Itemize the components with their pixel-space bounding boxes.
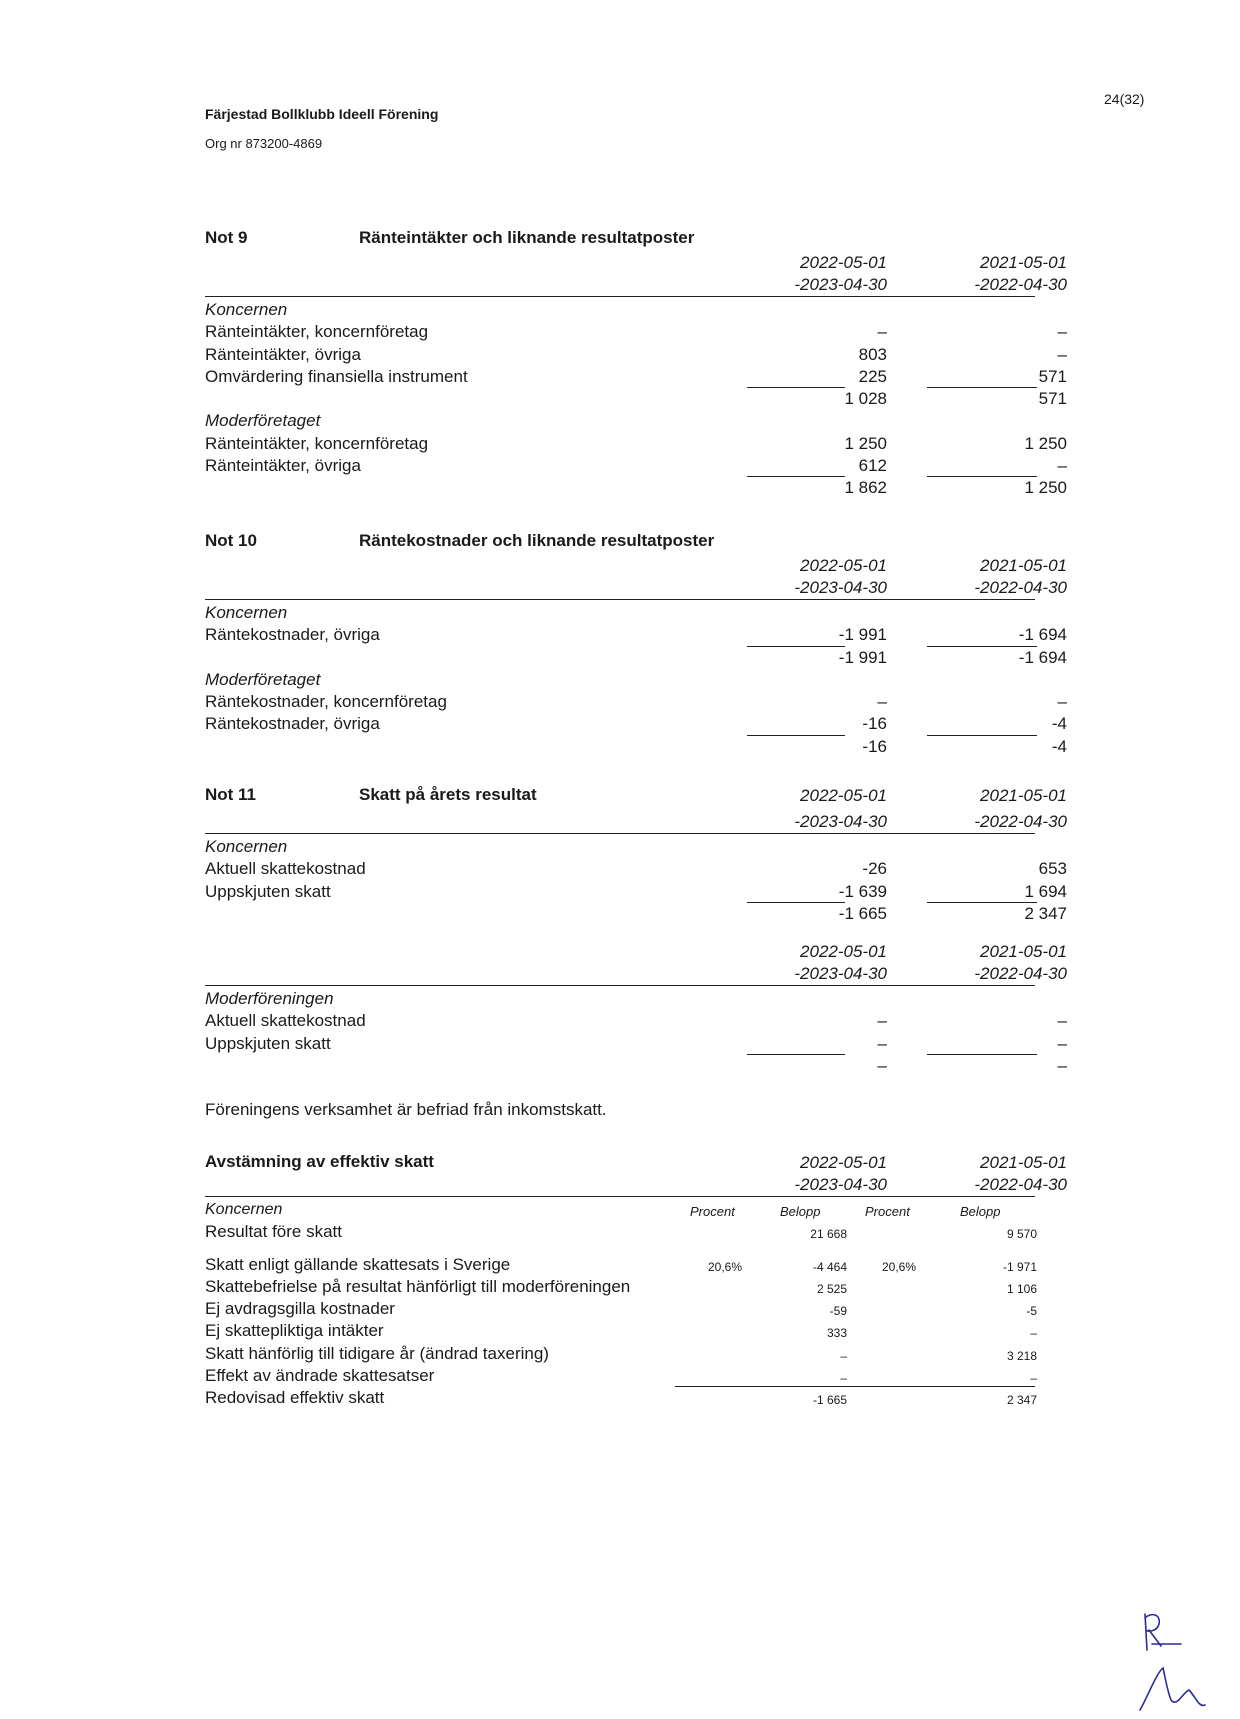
period-current-end: -2023-04-30 xyxy=(794,812,887,831)
header-rule xyxy=(205,296,1035,297)
prior-value: – xyxy=(1057,344,1067,364)
parent-heading-row xyxy=(205,988,1035,1010)
page-number: 24(32) xyxy=(1104,91,1145,107)
parent-heading: Moderföretaget xyxy=(205,411,321,431)
period-prior-start: 2021-05-01 xyxy=(980,1153,1067,1172)
note-9-section xyxy=(205,228,1067,500)
row-label: Skattebefrielse på resultat hänförligt till moderföreningen xyxy=(205,1276,631,1296)
parent-heading-row xyxy=(205,410,1035,432)
row-label: Ej skattepliktiga intäkter xyxy=(205,1321,384,1341)
row-label: Aktuell skattekostnad xyxy=(205,859,366,879)
table-row xyxy=(205,1320,1035,1342)
period-prior-start: 2021-05-01 xyxy=(980,556,1067,575)
note-number: Not 11 xyxy=(205,785,257,804)
current-amount: 21 668 xyxy=(810,1227,847,1242)
prior-total: -4 xyxy=(1051,736,1067,756)
prior-value: 653 xyxy=(1038,859,1067,879)
prior-total: – xyxy=(1057,1056,1067,1076)
current-value: -1 991 xyxy=(838,625,887,645)
current-value: – xyxy=(877,1011,887,1031)
prior-amount: 1 106 xyxy=(1006,1281,1037,1296)
subtotal-row xyxy=(205,736,1067,758)
table-row xyxy=(205,321,1067,343)
header-rule xyxy=(205,833,1035,834)
group-heading-row xyxy=(205,836,1035,858)
prior-value: – xyxy=(1057,322,1067,342)
table-row xyxy=(205,858,1067,880)
current-amount: 2 525 xyxy=(816,1281,847,1296)
table-row xyxy=(205,366,1067,388)
current-value: – xyxy=(877,1033,887,1053)
table-row xyxy=(205,1010,1067,1032)
prior-amount: -5 xyxy=(1026,1304,1037,1319)
row-label: Ränteintäkter, koncernföretag xyxy=(205,433,429,453)
group-heading: Koncernen xyxy=(205,300,288,319)
current-total: 1 028 xyxy=(844,389,887,409)
current-value: -16 xyxy=(862,714,887,734)
table-row xyxy=(205,344,1067,366)
current-percent: 20,6% xyxy=(708,1259,743,1274)
current-value: 225 xyxy=(858,366,887,386)
table-row xyxy=(205,624,1067,646)
row-label: Uppskjuten skatt xyxy=(205,1033,331,1053)
signature-initials xyxy=(1135,1610,1215,1715)
table-row xyxy=(205,1343,1035,1365)
note-title: Räntekostnader och liknande resultatposter xyxy=(359,531,715,550)
current-value: -1 639 xyxy=(838,881,887,901)
group-heading: Koncernen xyxy=(205,837,288,856)
current-total: – xyxy=(877,1056,887,1076)
group-heading: Koncernen xyxy=(205,1201,283,1218)
row-label: Effekt av ändrade skattesatser xyxy=(205,1366,435,1386)
organization-name: Färjestad Bollklubb Ideell Förening xyxy=(205,106,439,122)
prior-amount: – xyxy=(1030,1326,1037,1341)
prior-value: -4 xyxy=(1051,714,1067,734)
period-current-start: 2022-05-01 xyxy=(800,942,887,962)
row-label: Räntekostnader, koncernföretag xyxy=(205,692,447,712)
subtotal-row xyxy=(205,647,1067,669)
header-rule xyxy=(205,599,1035,600)
subtotal-row xyxy=(205,903,1067,925)
current-amount: 333 xyxy=(826,1326,847,1341)
current-value: -26 xyxy=(862,859,887,879)
row-label: Omvärdering finansiella instrument xyxy=(205,366,468,386)
period-prior-start: 2021-05-01 xyxy=(980,942,1067,962)
prior-total: -1 694 xyxy=(1018,647,1067,667)
row-label: Skatt hänförlig till tidigare år (ändrad taxering) xyxy=(205,1343,549,1363)
row-label: Resultat före skatt xyxy=(205,1222,343,1242)
prior-total: 571 xyxy=(1038,389,1067,409)
note-10-section xyxy=(205,531,1067,758)
current-value: 1 250 xyxy=(844,433,887,453)
note-11-section xyxy=(205,785,1067,1122)
subtotal-row xyxy=(205,477,1067,499)
period-current-end: -2023-04-30 xyxy=(794,1175,887,1194)
table-row xyxy=(205,691,1067,713)
total-row xyxy=(205,1387,1035,1409)
note-title: Skatt på årets resultat xyxy=(359,785,537,804)
column-procent-current: Procent xyxy=(690,1204,735,1219)
current-amount: – xyxy=(840,1371,847,1386)
period-current-end: -2023-04-30 xyxy=(794,275,887,294)
group-heading: Koncernen xyxy=(205,603,288,622)
period-current-start: 2022-05-01 xyxy=(800,556,887,575)
period-prior-end: -2022-04-30 xyxy=(974,1175,1067,1194)
group-heading-row xyxy=(205,299,1035,321)
exemption-note-row xyxy=(205,1099,1035,1121)
section-title: Avstämning av effektiv skatt xyxy=(205,1152,434,1171)
prior-amount: – xyxy=(1030,1371,1037,1386)
parent-heading: Moderföretaget xyxy=(205,669,321,689)
current-total: -1 991 xyxy=(838,647,887,667)
row-label: Aktuell skattekostnad xyxy=(205,1011,366,1031)
header-rule xyxy=(205,985,1035,986)
organization-number: Org nr 873200-4869 xyxy=(205,136,323,151)
note-number: Not 9 xyxy=(205,228,248,247)
current-value: 803 xyxy=(858,344,887,364)
table-row xyxy=(205,1365,1035,1387)
table-row xyxy=(205,1298,1035,1320)
row-label: Ej avdragsgilla kostnader xyxy=(205,1299,395,1319)
current-total: -16 xyxy=(862,736,887,756)
tax-reconciliation-section xyxy=(205,1152,1067,1410)
column-belopp-current: Belopp xyxy=(780,1204,821,1219)
period-prior-end: -2022-04-30 xyxy=(974,964,1067,984)
row-label: Ränteintäkter, övriga xyxy=(205,456,361,476)
prior-value: – xyxy=(1057,1011,1067,1031)
prior-amount: 2 347 xyxy=(1006,1393,1037,1408)
period-current-start: 2022-05-01 xyxy=(800,1153,887,1172)
column-belopp-prior: Belopp xyxy=(960,1204,1001,1219)
prior-value: – xyxy=(1057,456,1067,476)
prior-value: – xyxy=(1057,692,1067,712)
current-value: 612 xyxy=(858,456,887,476)
row-label: Ränteintäkter, övriga xyxy=(205,344,361,364)
prior-value: 1 694 xyxy=(1024,881,1067,901)
prior-amount: 9 570 xyxy=(1006,1227,1037,1242)
group-heading-row xyxy=(205,602,1035,624)
current-value: – xyxy=(877,322,887,342)
header-rule xyxy=(205,1196,1035,1197)
prior-value: -1 694 xyxy=(1018,625,1067,645)
table-row xyxy=(205,1254,1035,1276)
period-current-start: 2022-05-01 xyxy=(800,253,887,272)
parent-heading-row xyxy=(205,669,1035,691)
period-current-start: 2022-05-01 xyxy=(800,786,887,805)
table-row xyxy=(205,1221,1035,1243)
period-prior-end: -2022-04-30 xyxy=(974,578,1067,597)
prior-value: – xyxy=(1057,1033,1067,1053)
table-row xyxy=(205,1033,1067,1055)
current-amount: -59 xyxy=(829,1304,847,1319)
current-amount: -1 665 xyxy=(812,1393,847,1408)
row-label: Ränteintäkter, koncernföretag xyxy=(205,322,429,342)
subtotal-row xyxy=(205,1055,1067,1077)
table-row xyxy=(205,713,1067,735)
period-prior-end: -2022-04-30 xyxy=(974,812,1067,831)
table-row xyxy=(205,433,1067,455)
row-label: Uppskjuten skatt xyxy=(205,881,331,901)
prior-total: 2 347 xyxy=(1024,903,1067,923)
prior-value: 571 xyxy=(1038,366,1067,386)
table-row xyxy=(205,455,1067,477)
parent-heading: Moderföreningen xyxy=(205,989,334,1009)
row-label: Skatt enligt gällande skattesats i Sverige xyxy=(205,1254,511,1274)
current-amount: -4 464 xyxy=(812,1259,847,1274)
period-current-end: -2023-04-30 xyxy=(794,578,887,597)
current-total: -1 665 xyxy=(838,903,887,923)
period-prior-start: 2021-05-01 xyxy=(980,253,1067,272)
exemption-note: Föreningens verksamhet är befriad från inkomstskatt. xyxy=(205,1100,607,1120)
note-title: Ränteintäkter och liknande resultatposter xyxy=(359,228,695,247)
period-current-end: -2023-04-30 xyxy=(794,964,887,984)
prior-value: 1 250 xyxy=(1024,433,1067,453)
prior-total: 1 250 xyxy=(1024,478,1067,498)
total-rule xyxy=(675,1386,1035,1387)
row-label: Räntekostnader, övriga xyxy=(205,625,380,645)
period-prior-end: -2022-04-30 xyxy=(974,275,1067,294)
prior-amount: -1 971 xyxy=(1002,1259,1037,1274)
subtotal-row xyxy=(205,388,1067,410)
column-heading-row xyxy=(205,1199,1035,1221)
period-prior-start: 2021-05-01 xyxy=(980,786,1067,805)
column-procent-prior: Procent xyxy=(865,1204,910,1219)
table-row xyxy=(205,881,1067,903)
table-row xyxy=(205,1276,1035,1298)
prior-percent: 20,6% xyxy=(882,1259,917,1274)
prior-amount: 3 218 xyxy=(1006,1348,1037,1363)
current-total: 1 862 xyxy=(844,478,887,498)
current-value: – xyxy=(877,692,887,712)
row-label: Räntekostnader, övriga xyxy=(205,714,380,734)
current-amount: – xyxy=(840,1348,847,1363)
note-number: Not 10 xyxy=(205,531,257,550)
row-label: Redovisad effektiv skatt xyxy=(205,1388,385,1408)
